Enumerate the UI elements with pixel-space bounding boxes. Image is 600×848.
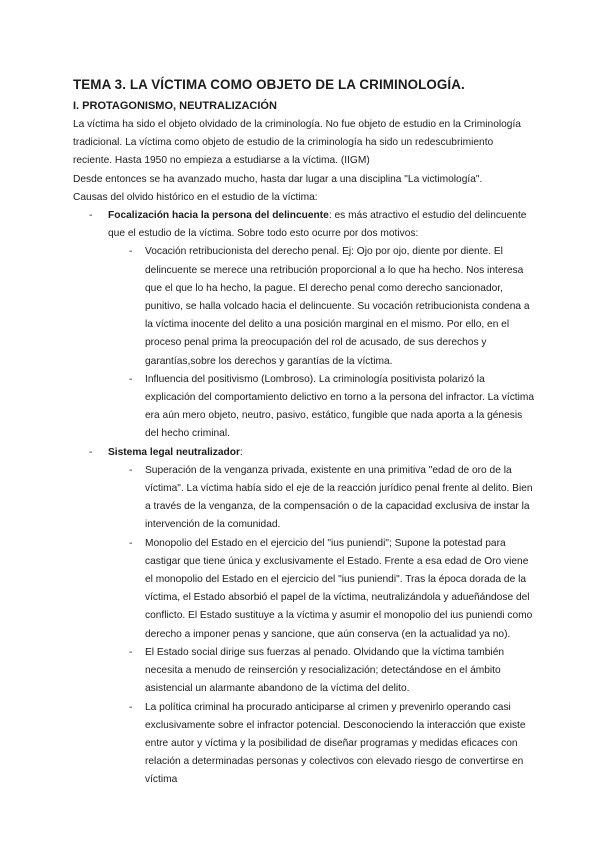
dash-bullet: - [89,446,93,458]
section-heading: I. PROTAGONISMO, NEUTRALIZACIÓN [73,100,277,112]
sub-item [73,699,535,790]
dash-bullet: - [129,701,133,713]
cause-title: Sistema legal neutralizador [108,446,240,458]
dash-bullet: - [129,646,133,658]
cause-title: Focalización hacia la persona del delincuente [108,210,329,222]
sub-item-text: Influencia del positivismo (Lombroso). La criminología positivista polarizó la explicación del comportamiento delictivo en torno a la persona del infractor. La víctima era aún mero objeto, neutro, pasivo, estático, fungible que nada aporta a la génesis del hecho criminal. [145,373,535,440]
dash-bullet: - [129,246,133,258]
cause-text: : [239,446,243,458]
dash-bullet: - [129,373,133,385]
paragraph-line-3: Causas del olvido histórico en el estudio de la víctima: [73,191,318,203]
cause-text: : es más atractivo el estudio del delincuente que el estudio de la víctima. Sobre todo esto ocurre por dos motivos: [108,210,527,240]
sub-item-text: La política criminal ha procurado anticiparse al crimen y prevenirlo operando casi exclusivamente sobre el infractor potencial. Desconociendo la interacción que existe entre autor y víctima y la posibilidad de diseñar programas y medidas eficaces con relación a determinadas personas y colectivos con elevado riesgo de convertirse en víctima [145,701,526,786]
sub-list [108,243,535,443]
paragraph-line-2: Desde entonces se ha avanzado mucho, hasta dar lugar a una disciplina "La victimología". [73,173,483,185]
sub-item [73,371,535,444]
cause-item [73,207,535,444]
sub-item-text: Superación de la venganza privada, existente en una primitiva "edad de oro de la víctima". La víctima había sido el eje de la reacción jurídico penal frente al delito. Bien a través de la venganza, de la compensación o de la capacidad exclusiva de instar la intervención de la comunidad. [145,464,533,531]
sub-item [73,644,535,699]
sub-list [108,462,535,790]
sub-item-text: Monopolio del Estado en el ejercicio del "ius puniendi"; Supone la potestad para castigar que tiene única y exclusivamente el Estado. Frente a esa edad de Oro viene el monopolio del Estado en el ejercicio del "ius puniendi". Tras la época dorada de la víctima, el Estado absorbió el papel de la víctima, neutralizándola y adueñándose del conflicto. El Estado sustituye a la víctima y asumir el monopolio del ius puniendi como derecho a imponer penas y sancione, que aún conserva (en la actualidad ya no). [145,537,533,640]
cause-item [73,444,535,790]
intro-paragraph: La víctima ha sido el objeto olvidado de la criminología. No fue objeto de estudio en la Criminología tradicional. La víctima como objeto de estudio de la criminología ha sido un redescubrimiento reciente. Hasta 1950 no empieza a estudiarse a la víctima. (IIGM) [73,119,521,167]
causes-list [73,207,535,790]
sub-item [73,462,535,535]
dash-bullet: - [129,464,133,476]
sub-item-text: El Estado social dirige sus fuerzas al penado. Olvidando que la víctima también necesita a menudo de reinserción y resocialización; detectándose en el ámbito asistencial un alarmante abandono de la víctima del delito. [145,646,505,695]
sub-item [73,243,535,370]
document-title: TEMA 3. LA VÍCTIMA COMO OBJETO DE LA CRIMINOLOGÍA. [73,77,465,92]
dash-bullet: - [129,537,133,549]
sub-item [73,535,535,644]
dash-bullet: - [89,210,93,222]
document-body [73,76,535,790]
sub-item-text: Vocación retribucionista del derecho penal. Ej: Ojo por ojo, diente por diente. El delincuente se merece una retribución proporcional a lo que ha hecho. Nos interesa que el que lo ha hecho, la pague. El derecho penal como derecho sancionador, punitivo, se halla volcado hacia el delincuente. Su vocación retribucionista condena a la víctima inocente del delito a una posición marginal en el mismo. Por ello, en el proceso penal prima la preocupación del rol de acusado, de sus derechos y garantías,sobre los derechos y garantías de la víctima. [145,246,530,367]
